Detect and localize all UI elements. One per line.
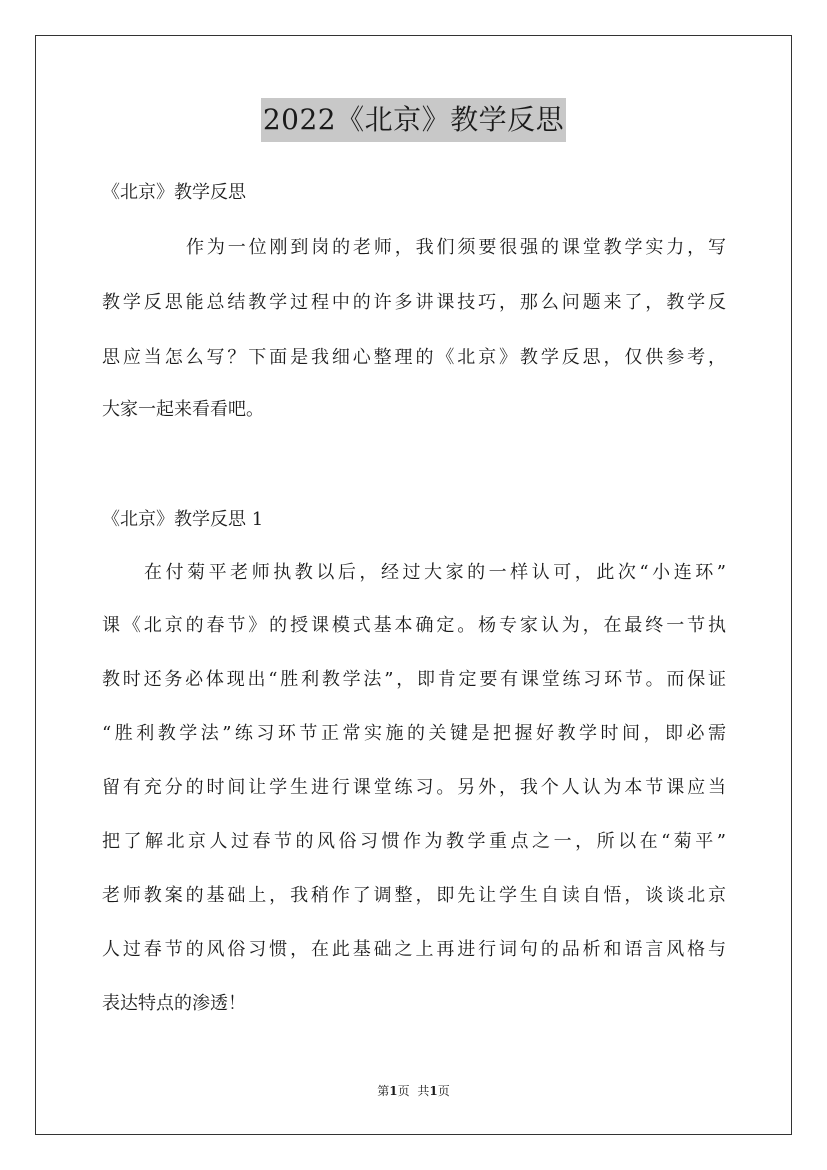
section-heading: 《北京》教学反思 1 <box>102 509 264 530</box>
footer-total-prefix: 共 <box>417 1084 430 1098</box>
body-line: 表达特点的渗透！ <box>102 993 246 1014</box>
body-line: “胜利教学法”练习环节正常实施的关键是把握好教学时间，即必需 <box>102 723 726 744</box>
body-line: 在付菊平老师执教以后，经过大家的一样认可，此次“小连环” <box>144 562 726 583</box>
intro-line: 教学反思能总结教学过程中的许多讲课技巧，那么问题来了，教学反 <box>102 292 726 313</box>
footer-page-number: 1 <box>389 1084 398 1098</box>
title-container <box>0 98 827 142</box>
page-footer <box>0 1083 827 1099</box>
intro-line: 大家一起来看看吧。 <box>102 399 264 420</box>
body-line: 教时还务必体现出“胜利教学法”，即肯定要有课堂练习环节。而保证 <box>102 669 726 690</box>
footer-total-suffix: 页 <box>437 1084 450 1098</box>
intro-line: 作为一位刚到岗的老师，我们须要很强的课堂教学实力，写 <box>186 237 726 258</box>
footer-prefix: 第 <box>377 1084 390 1098</box>
body-line: 课《北京的春节》的授课模式基本确定。杨专家认为，在最终一节执 <box>102 615 726 636</box>
document-title: 2022《北京》教学反思 <box>261 98 566 142</box>
footer-page-suffix: 页 <box>397 1084 410 1098</box>
body-line: 留有充分的时间让学生进行课堂练习。另外，我个人认为本节课应当 <box>102 777 726 798</box>
intro-line: 思应当怎么写？下面是我细心整理的《北京》教学反思，仅供参考， <box>102 347 726 368</box>
body-line: 把了解北京人过春节的风俗习惯作为教学重点之一，所以在“菊平” <box>102 831 726 852</box>
document-subtitle: 《北京》教学反思 <box>102 182 246 203</box>
body-line: 老师教案的基础上，我稍作了调整，即先让学生自读自悟，谈谈北京 <box>102 885 726 906</box>
footer-total-pages: 1 <box>429 1084 438 1098</box>
body-line: 人过春节的风俗习惯，在此基础之上再进行词句的品析和语言风格与 <box>102 939 726 960</box>
